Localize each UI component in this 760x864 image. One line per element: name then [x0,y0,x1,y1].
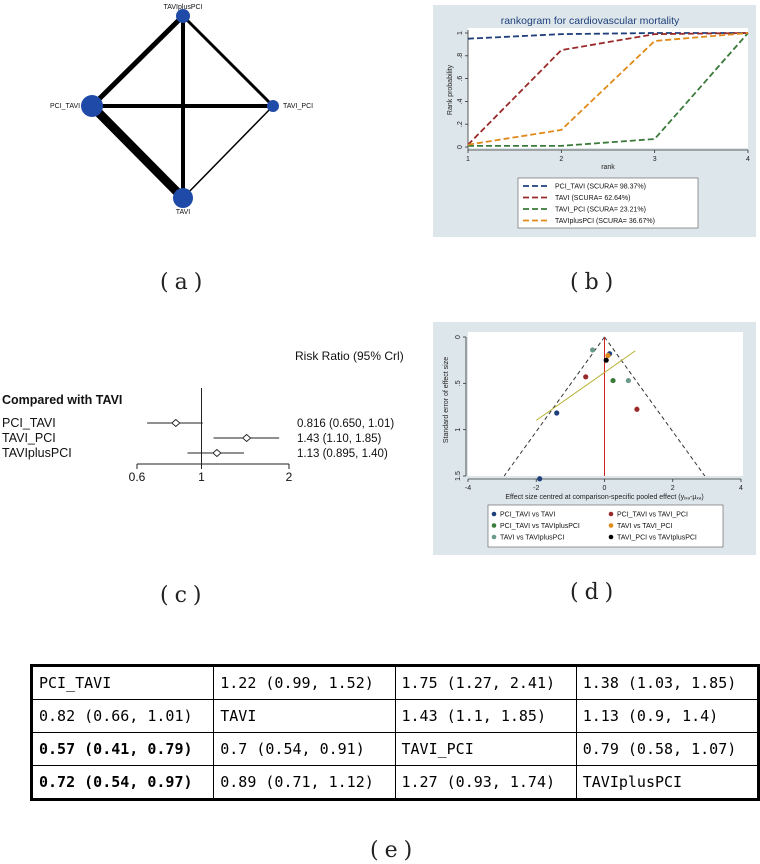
legend-label: TAVI vs TAVIplusPCI [500,534,565,542]
funnel-point [590,347,595,352]
legend-marker [609,523,614,528]
funnel-point [537,476,542,481]
forest-row-label: TAVIplusPCI [2,446,72,460]
legend-label: TAVIplusPCI (SCURA= 36.67%) [555,218,655,225]
legend-marker [609,512,614,517]
table-row [32,700,759,733]
forest-row-label: PCI_TAVI [2,416,56,430]
network-edge [183,106,273,198]
table-cell: 0.57 (0.41, 0.79) [32,733,214,766]
network-node-label: TAVI [175,209,191,216]
table-cell: 1.13 (0.9, 1.4) [576,700,758,733]
table-cell: TAVI [214,700,395,733]
legend-label: PCI_TAVI vs TAVIplusPCI [500,523,580,530]
y-axis-label: Standard error of effect size [443,356,450,444]
forest-x-tick-label: 1 [198,470,205,484]
y-tick-label: 1 [455,427,462,432]
y-tick-label: .8 [457,52,464,59]
legend-label: PCI_TAVI vs TAVI_PCI [617,511,688,519]
forest-row-label: TAVI_PCI [2,431,56,445]
point-estimate [213,450,221,457]
forest-row-value: 0.816 (0.650, 1.01) [297,418,395,430]
table-cell: 1.22 (0.99, 1.52) [214,666,395,700]
funnel-point [626,378,631,383]
funnel-point [604,358,609,363]
forest-x-tick-label: 0.6 [128,470,146,484]
x-tick-label: 0 [602,485,607,492]
legend-label: PCI_TAVI vs TAVI [500,511,556,519]
funnel-point [583,374,588,379]
forest-header: Risk Ratio (95% Crl) [295,349,404,363]
y-tick-label: .2 [457,121,464,128]
y-tick-label: 0 [457,145,464,149]
caption-c: (c) [160,583,208,608]
table-cell: 1.38 (1.03, 1.85) [576,666,758,700]
x-tick-label: 2 [559,156,564,163]
caption-b: (b) [570,270,620,295]
network-edge [183,16,273,106]
table-cell: PCI_TAVI [32,666,214,700]
table-cell: 1.27 (0.93, 1.74) [395,766,576,800]
y-tick-label: 0 [455,335,462,339]
caption-a: (a) [160,270,209,295]
y-tick-label: 1.5 [455,471,462,481]
network-edge [92,106,183,198]
network-node [267,100,279,112]
x-axis-label: rank [601,164,615,171]
rankogram-title: rankogram for cardiovascular mortality [500,15,680,27]
table-cell: TAVIplusPCI [576,766,758,800]
funnel-point [610,378,615,383]
x-tick-label: 2 [670,485,675,492]
table-cell: 0.79 (0.58, 1.07) [576,733,758,766]
legend-label: TAVI (SCURA= 62.64%) [555,195,631,202]
forest-x-tick-label: 2 [285,470,293,484]
funnel-plot-area [468,332,743,476]
table-row [32,766,759,800]
x-tick-label: 3 [652,156,657,163]
y-tick-label: .5 [455,380,462,387]
network-node-label: TAVIplusPCI [163,4,203,11]
y-axis-label: Rank probability [447,64,454,116]
funnel-point [554,410,559,415]
legend-label: TAVI vs TAVI_PCI [617,523,673,530]
legend-marker [492,535,497,540]
x-tick-label: 4 [746,156,750,163]
legend-marker [492,523,497,528]
table-cell: 0.72 (0.54, 0.97) [32,766,214,800]
funnel-point [634,407,639,412]
forest-group-label: Compared with TAVI [2,393,123,407]
table-cell: 0.89 (0.71, 1.12) [214,766,395,800]
table-cell: 1.43 (1.1, 1.85) [395,700,576,733]
caption-e: (e) [370,838,419,863]
legend-label: TAVI_PCI (SCURA= 23.21%) [555,206,646,214]
table-row [32,666,759,700]
network-node [81,95,103,117]
y-tick-label: 1 [457,31,464,35]
legend-marker [492,512,497,517]
network-node [176,9,190,23]
forest-row-value: 1.13 (0.895, 1.40) [297,448,388,460]
network-node-label: PCI_TAVI [50,103,81,110]
x-axis-label: Effect size centred at comparison-specific pooled effect (yᵢₓₔ-μₓₔ) [505,494,704,501]
network-edge [92,16,183,106]
legend-marker [609,535,614,540]
table-row [32,733,759,766]
table-cell: 1.75 (1.27, 2.41) [395,666,576,700]
caption-d: (d) [570,580,620,605]
x-tick-label: 4 [739,485,743,492]
network-node [173,188,193,208]
x-tick-label: 1 [466,156,470,163]
legend-label: PCI_TAVI (SCURA= 98.37%) [555,183,646,191]
forest-row-value: 1.43 (1.10, 1.85) [297,433,382,445]
y-tick-label: .6 [457,75,464,82]
x-tick-label: -4 [464,485,472,492]
rankogram-plot-area [468,28,748,148]
point-estimate [243,435,251,442]
league-table [30,664,760,801]
y-tick-label: .4 [457,98,464,105]
table-cell: 0.7 (0.54, 0.91) [214,733,395,766]
table-cell: 0.82 (0.66, 1.01) [32,700,214,733]
network-node-label: TAVI_PCI [283,103,314,110]
legend-label: TAVI_PCI vs TAVIplusPCI [617,534,697,542]
point-estimate [172,420,180,427]
table-cell: TAVI_PCI [395,733,576,766]
x-tick-label: -2 [533,485,540,492]
funnel-point [605,353,610,358]
